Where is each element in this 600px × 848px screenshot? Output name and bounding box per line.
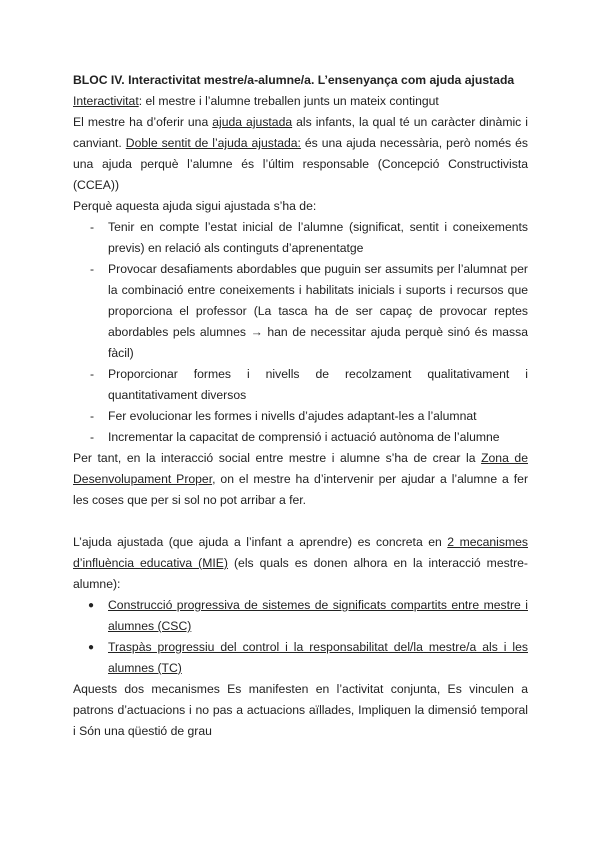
list-item — [73, 217, 528, 259]
mechanisms-list — [73, 595, 528, 679]
p3-text-b: (els quals es donen alhora en la interacció mestre-alumne): — [73, 556, 528, 591]
paragraph-mecanismes — [73, 532, 528, 595]
list-item — [73, 637, 528, 679]
list-item — [73, 364, 528, 406]
paragraph-conclusion: Aquests dos mecanismes Es manifesten en l’activitat conjunta, Es vinculen a patrons d’actuacions i no pas a actuacions aïllades, Impliquen la dimensió temporal i Són una qüestió de grau — [73, 682, 528, 738]
list-item-text: Traspàs progressiu del control i la responsabilitat del/la mestre/a als i les alumnes (TC) — [108, 640, 528, 675]
list-item-text: Incrementar la capacitat de comprensió i actuació autònoma de l’alumne — [108, 430, 500, 444]
document-page — [73, 70, 528, 742]
p1-text-a: El mestre ha d’oferir una — [73, 115, 213, 129]
mie-term: 2 mecanismes d’influència educativa (MIE) — [73, 535, 528, 570]
p2-text-a: Per tant, en la interacció social entre mestre i alumne s’ha de crear la — [73, 451, 482, 465]
list-item — [73, 406, 528, 427]
interactivitat-term: Interactivitat — [73, 94, 139, 108]
p1-text-c: és una ajuda necessària, però només és una ajuda perquè l’alumne és l’últim responsable (Concepció Constructivista (CCEA)) — [73, 136, 528, 192]
doble-sentit-term: Doble sentit de l’ajuda ajustada: — [125, 136, 301, 150]
zdp-term: Zona de Desenvolupament Proper — [73, 451, 528, 486]
list-item-text: Tenir en compte l’estat inicial de l’alumne (significat, sentit i coneixements previs) en relació als continguts d’aprenentatge — [108, 220, 528, 255]
list-item-text: Fer evolucionar les formes i nivells d’ajudes adaptant-les a l’alumnat — [108, 409, 477, 423]
ajuda-ajustada-term: ajuda ajustada — [212, 115, 293, 129]
bullet-icon: ● — [88, 642, 95, 653]
list-item-text: Construcció progressiva de sistemes de significats compartits entre mestre i alumnes (CSC) — [108, 598, 528, 633]
list-item-text: Proporcionar formes i nivells de recolzament qualitativament i quantitativament diversos — [108, 367, 528, 402]
list-item — [73, 259, 528, 364]
paragraph-ajuda-ajustada — [73, 112, 528, 196]
p3-text-a: L’ajuda ajustada (que ajuda a l’infant a aprendre) es concreta en — [73, 535, 448, 549]
paragraph-zdp — [73, 448, 528, 511]
dash-marker: - — [90, 220, 95, 234]
list-item — [73, 595, 528, 637]
dash-marker: - — [90, 262, 95, 276]
page-title: BLOC IV. Interactivitat mestre/a-alumne/a. L’ensenyança com ajuda ajustada — [73, 73, 515, 87]
interactivitat-line — [73, 91, 528, 112]
dash-marker: - — [90, 430, 95, 444]
p1-text-b: als infants, la qual té un caràcter dinàmic i canviant. — [73, 115, 528, 150]
dash-marker: - — [90, 367, 95, 381]
list-intro: Perquè aquesta ajuda sigui ajustada s’ha de: — [73, 199, 317, 213]
dash-marker: - — [90, 409, 95, 423]
bullet-icon: ● — [88, 600, 95, 611]
spacer — [73, 511, 528, 532]
list-item-text: Provocar desafiaments abordables que puguin ser assumits per l’alumnat per la combinació entre coneixements i habilitats inicials i suports i recursos que proporciona el professor (La tasca ha de ser capaç de provocar reptes abordables pels alumnes → han de necessitar ajuda perquè sinó és massa fàcil) — [108, 262, 528, 360]
interactivitat-definition: : el mestre i l’alumne treballen junts un mateix contingut — [138, 94, 439, 108]
requirements-list — [73, 217, 528, 448]
p2-text-b: , on el mestre ha d’intervenir per ajudar a l’alumne a fer les coses que per si sol no pot arribar a fer. — [73, 472, 529, 507]
list-item — [73, 427, 528, 448]
